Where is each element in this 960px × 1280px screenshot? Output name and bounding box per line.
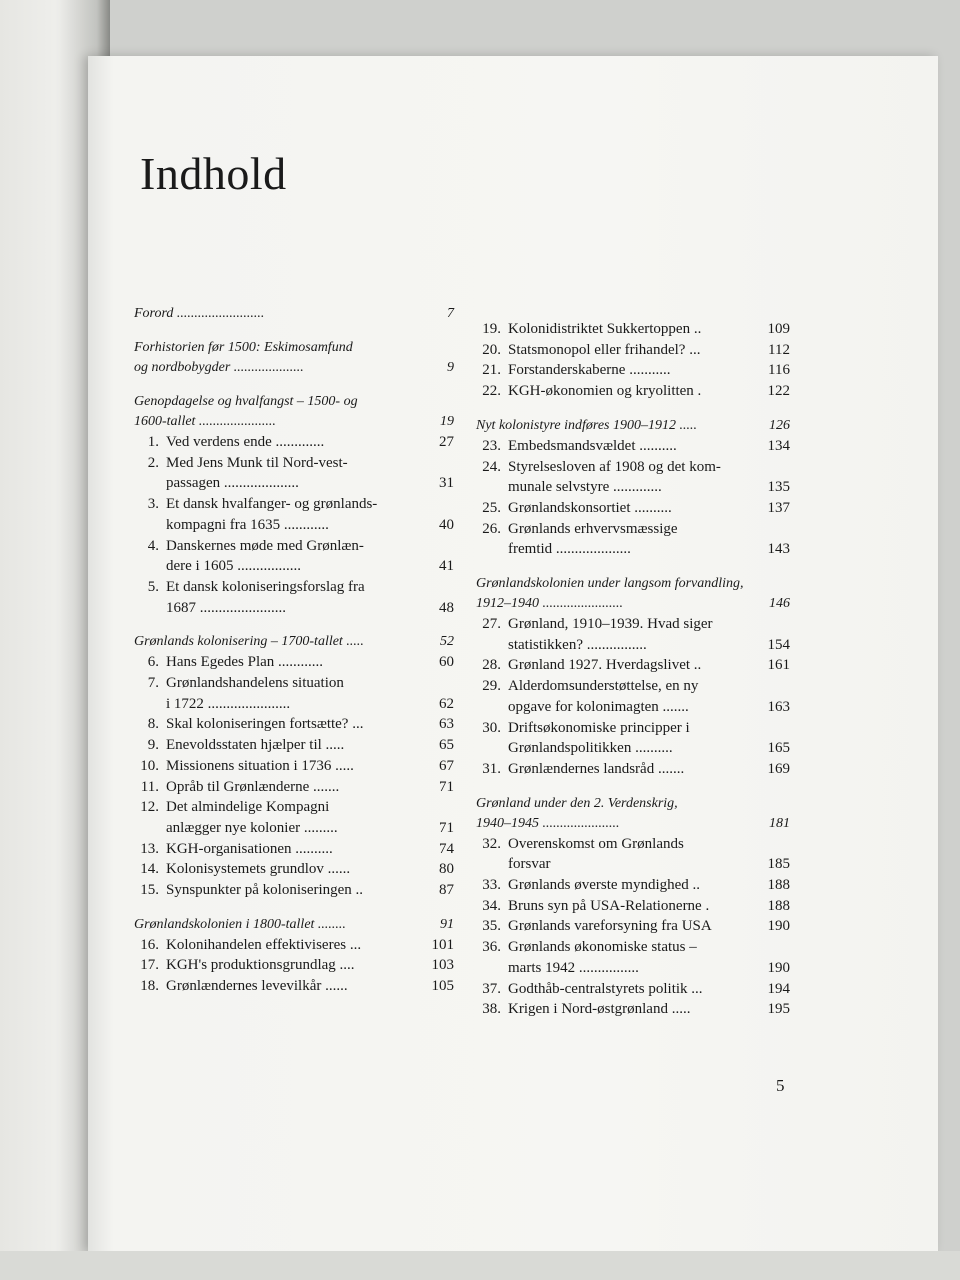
entry-title-line: marts 1942 ................ bbox=[508, 959, 639, 976]
entry-number: 14. bbox=[140, 861, 159, 878]
entry-title bbox=[508, 436, 790, 457]
toc-entry bbox=[134, 935, 454, 956]
entry-title-line: Med Jens Munk til Nord-vest- bbox=[166, 454, 348, 471]
entry-page-number: 62 bbox=[439, 695, 454, 712]
toc-entry bbox=[134, 880, 454, 901]
entry-title-line: Grønlands øverste myndighed .. bbox=[508, 877, 701, 894]
toc-right-column bbox=[476, 319, 790, 1020]
entry-page-number: 122 bbox=[767, 383, 790, 400]
entry-page-number: 135 bbox=[767, 479, 790, 496]
section-heading-line: Grønlands kolonisering – 1700-tallet ..... bbox=[134, 634, 364, 650]
entry-number: 28. bbox=[482, 657, 501, 674]
entry-page-number: 134 bbox=[767, 437, 790, 454]
entry-title-line: Statsmonopol eller frihandel? ... bbox=[508, 341, 701, 358]
section-heading-line: Grønlandskolonien under langsom forvandling, bbox=[476, 576, 744, 592]
entry-title-line: KGH's produktionsgrundlag .... bbox=[166, 957, 355, 974]
toc-entry bbox=[134, 577, 454, 618]
entry-title-line: Grønlandskonsortiet .......... bbox=[508, 499, 672, 516]
entry-title-line: Godthåb-centralstyrets politik ... bbox=[508, 980, 703, 997]
toc-entry bbox=[476, 436, 790, 457]
entry-number: 24. bbox=[482, 458, 501, 475]
entry-title-line: 1687 ....................... bbox=[166, 599, 286, 616]
entry-page-number: 161 bbox=[767, 657, 790, 674]
toc-entry bbox=[476, 519, 790, 560]
entry-number: 27. bbox=[482, 616, 501, 633]
entry-page-number: 195 bbox=[767, 1001, 790, 1018]
entry-title bbox=[166, 577, 454, 618]
toc-entry bbox=[134, 536, 454, 577]
toc-section bbox=[134, 392, 454, 618]
toc-entry bbox=[476, 340, 790, 361]
toc-entry bbox=[134, 839, 454, 860]
entry-title-line: Skal koloniseringen fortsætte? ... bbox=[166, 716, 364, 733]
entry-title bbox=[166, 955, 454, 976]
entry-title bbox=[508, 381, 790, 402]
entry-page-number: 41 bbox=[439, 558, 454, 575]
section-heading-line: 1912–1940 ....................... bbox=[476, 596, 623, 612]
entry-page-number: 103 bbox=[431, 957, 454, 974]
entry-title bbox=[166, 976, 454, 997]
entry-title-line: Grønlændernes levevilkår ...... bbox=[166, 978, 348, 995]
entry-page-number: 194 bbox=[767, 980, 790, 997]
entry-title-line: Missionens situation i 1736 ..... bbox=[166, 757, 354, 774]
toc-entry bbox=[134, 652, 454, 673]
entry-number: 37. bbox=[482, 980, 501, 997]
toc-entry bbox=[134, 714, 454, 735]
entry-title-line: Et dansk koloniseringsforslag fra bbox=[166, 578, 365, 595]
entry-title-line: Kolonihandelen effektiviseres ... bbox=[166, 936, 362, 953]
entry-page-number: 101 bbox=[431, 936, 454, 953]
entry-title-line: Grønland 1927. Hverdagslivet .. bbox=[508, 657, 702, 674]
section-heading-line: Grønland under den 2. Verdenskrig, bbox=[476, 795, 678, 811]
toc-entry bbox=[134, 432, 454, 453]
entry-title bbox=[166, 735, 454, 756]
entry-page-number: 63 bbox=[439, 716, 454, 733]
entry-title bbox=[508, 916, 790, 937]
entry-number: 38. bbox=[482, 1001, 501, 1018]
entry-title-line: Krigen i Nord-østgrønland ..... bbox=[508, 1001, 691, 1018]
toc-entry bbox=[476, 319, 790, 340]
entry-title bbox=[166, 935, 454, 956]
toc-entry bbox=[134, 976, 454, 997]
entry-title-line: dere i 1605 ................. bbox=[166, 558, 301, 575]
entry-title bbox=[508, 519, 790, 560]
entry-number: 23. bbox=[482, 437, 501, 454]
entry-page-number: 190 bbox=[767, 959, 790, 976]
entry-title-line: Overenskomst om Grønlands bbox=[508, 835, 684, 852]
toc-entry bbox=[134, 673, 454, 714]
entry-title bbox=[508, 979, 790, 1000]
entry-page-number: 185 bbox=[767, 856, 790, 873]
entry-title-line: Grønlændernes landsråd ....... bbox=[508, 760, 685, 777]
entry-title-line: Styrelsesloven af 1908 og det kom- bbox=[508, 458, 721, 475]
entry-page-number: 105 bbox=[431, 978, 454, 995]
entry-title-line: Grønlands vareforsyning fra USA bbox=[508, 918, 712, 935]
entry-page-number: 188 bbox=[767, 897, 790, 914]
entry-title bbox=[166, 652, 454, 673]
section-heading bbox=[476, 794, 790, 834]
entry-title-line: KGH-økonomien og kryolitten . bbox=[508, 383, 702, 400]
section-page-number: 91 bbox=[440, 916, 454, 932]
toc-entry bbox=[476, 896, 790, 917]
entry-number: 6. bbox=[147, 654, 159, 671]
section-page-number: 7 bbox=[447, 306, 454, 321]
section-page-number: 126 bbox=[769, 417, 790, 433]
toc-entry bbox=[476, 457, 790, 498]
page-number: 5 bbox=[776, 1076, 785, 1095]
entry-title bbox=[508, 676, 790, 717]
entry-page-number: 27 bbox=[439, 434, 454, 450]
entry-number: 13. bbox=[140, 840, 159, 857]
entry-title-line: Enevoldsstaten hjælper til ..... bbox=[166, 737, 345, 754]
entry-title bbox=[508, 340, 790, 361]
toc-section bbox=[476, 574, 790, 780]
entry-title bbox=[166, 673, 454, 714]
entry-number: 32. bbox=[482, 835, 501, 852]
entry-title-line: Grønlands erhvervsmæssige bbox=[508, 520, 678, 537]
toc-section bbox=[134, 304, 454, 324]
section-heading bbox=[134, 915, 454, 935]
entry-title bbox=[508, 319, 790, 340]
entry-title-line: Bruns syn på USA-Relationerne . bbox=[508, 897, 710, 914]
entry-title-line: Hans Egedes Plan ............ bbox=[166, 654, 324, 671]
entry-title-line: Grønlandshandelens situation bbox=[166, 675, 344, 692]
entry-title bbox=[508, 875, 790, 896]
entry-title-line: Driftsøkonomiske principper i bbox=[508, 719, 690, 736]
entry-title-line: Danskernes møde med Grønlæn- bbox=[166, 537, 364, 554]
entry-page-number: 80 bbox=[439, 861, 454, 878]
toc-entry bbox=[134, 735, 454, 756]
entry-title bbox=[508, 999, 790, 1020]
toc-entry bbox=[476, 614, 790, 655]
toc-section bbox=[476, 794, 790, 1020]
entry-page-number: 109 bbox=[767, 321, 790, 337]
entry-title bbox=[508, 457, 790, 498]
entry-number: 5. bbox=[147, 578, 159, 595]
entry-number: 19. bbox=[482, 321, 501, 337]
entry-number: 2. bbox=[147, 454, 159, 471]
entry-title-line: anlægger nye kolonier ......... bbox=[166, 819, 338, 836]
toc-section bbox=[476, 319, 790, 402]
entry-title bbox=[166, 839, 454, 860]
entry-number: 9. bbox=[147, 737, 159, 754]
entry-title-line: Grønlands økonomiske status – bbox=[508, 939, 697, 956]
entry-number: 11. bbox=[140, 778, 159, 795]
toc-entry bbox=[476, 937, 790, 978]
entry-page-number: 188 bbox=[767, 877, 790, 894]
entry-number: 21. bbox=[482, 362, 501, 379]
entry-page-number: 87 bbox=[439, 882, 454, 899]
entry-title bbox=[508, 718, 790, 759]
toc-entry bbox=[476, 655, 790, 676]
entry-title bbox=[166, 797, 454, 838]
section-heading-line: Genopdagelse og hvalfangst – 1500- og bbox=[134, 394, 358, 409]
entry-title-line: Synspunkter på koloniseringen .. bbox=[166, 882, 364, 899]
entry-title-line: Ved verdens ende ............. bbox=[166, 434, 325, 450]
entry-title bbox=[166, 536, 454, 577]
table-surface bbox=[0, 1251, 960, 1280]
entry-page-number: 163 bbox=[767, 698, 790, 715]
entry-page-number: 116 bbox=[768, 362, 790, 379]
entry-title-line: Alderdomsunderstøttelse, en ny bbox=[508, 678, 699, 695]
entry-title bbox=[508, 937, 790, 978]
toc-entry bbox=[476, 916, 790, 937]
entry-title-line: Opråb til Grønlænderne ....... bbox=[166, 778, 340, 795]
entry-number: 1. bbox=[147, 434, 159, 450]
entry-page-number: 71 bbox=[439, 778, 454, 795]
toc-section bbox=[134, 915, 454, 997]
toc-entry bbox=[476, 718, 790, 759]
toc-entry bbox=[476, 381, 790, 402]
entry-title-line: Et dansk hvalfanger- og grønlands- bbox=[166, 496, 378, 513]
entry-page-number: 48 bbox=[439, 599, 454, 616]
entry-title bbox=[166, 859, 454, 880]
entry-page-number: 71 bbox=[439, 819, 454, 836]
section-heading-line: Forhistorien før 1500: Eskimosamfund bbox=[134, 340, 353, 355]
section-heading bbox=[134, 304, 454, 324]
entry-title-line: Forstanderskaberne ........... bbox=[508, 362, 671, 379]
entry-number: 34. bbox=[482, 897, 501, 914]
section-heading bbox=[476, 416, 790, 436]
section-heading-line: 1600-tallet ...................... bbox=[134, 414, 276, 429]
toc-left-column bbox=[134, 304, 454, 997]
toc-entry bbox=[476, 999, 790, 1020]
toc-entry bbox=[134, 494, 454, 535]
toc-entry bbox=[134, 797, 454, 838]
entry-page-number: 169 bbox=[767, 760, 790, 777]
entry-page-number: 40 bbox=[439, 516, 454, 533]
entry-title-line: i 1722 ...................... bbox=[166, 695, 291, 712]
entry-title-line: Embedsmandsvældet .......... bbox=[508, 437, 677, 454]
entry-title-line: Det almindelige Kompagni bbox=[166, 799, 330, 816]
section-page-number: 9 bbox=[447, 360, 454, 375]
entry-title bbox=[166, 432, 454, 453]
entry-number: 12. bbox=[140, 799, 159, 816]
entry-title-line: Kolonisystemets grundlov ...... bbox=[166, 861, 351, 878]
entry-title-line: kompagni fra 1635 ............ bbox=[166, 516, 329, 533]
toc-entry bbox=[476, 834, 790, 875]
entry-title bbox=[166, 494, 454, 535]
toc-entry bbox=[134, 453, 454, 494]
entry-page-number: 74 bbox=[439, 840, 454, 857]
toc-entry bbox=[134, 777, 454, 798]
entry-number: 36. bbox=[482, 939, 501, 956]
entry-number: 10. bbox=[140, 757, 159, 774]
entry-title bbox=[508, 759, 790, 780]
entry-title bbox=[508, 498, 790, 519]
entry-page-number: 112 bbox=[768, 341, 790, 358]
entry-title bbox=[508, 360, 790, 381]
section-heading bbox=[134, 338, 454, 378]
entry-number: 17. bbox=[140, 957, 159, 974]
entry-title bbox=[166, 880, 454, 901]
entry-number: 16. bbox=[140, 936, 159, 953]
entry-title bbox=[508, 614, 790, 655]
entry-title-line: opgave for kolonimagten ....... bbox=[508, 698, 689, 715]
entry-page-number: 137 bbox=[767, 499, 790, 516]
entry-page-number: 65 bbox=[439, 737, 454, 754]
entry-title-line: munale selvstyre ............. bbox=[508, 479, 662, 496]
entry-title bbox=[166, 756, 454, 777]
toc-section bbox=[476, 416, 790, 560]
entry-page-number: 190 bbox=[767, 918, 790, 935]
toc-entry bbox=[476, 875, 790, 896]
entry-page-number: 60 bbox=[439, 654, 454, 671]
entry-number: 29. bbox=[482, 678, 501, 695]
section-heading-line: 1940–1945 ...................... bbox=[476, 815, 620, 831]
entry-title-line: statistikken? ................ bbox=[508, 636, 647, 653]
entry-title-line: passagen .................... bbox=[166, 475, 299, 492]
entry-title bbox=[166, 714, 454, 735]
entry-number: 31. bbox=[482, 760, 501, 777]
entry-title-line: fremtid .................... bbox=[508, 541, 631, 558]
entry-page-number: 67 bbox=[439, 757, 454, 774]
entry-page-number: 154 bbox=[767, 636, 790, 653]
toc-entry bbox=[134, 756, 454, 777]
page-title: Indhold bbox=[140, 147, 287, 199]
entry-title-line: KGH-organisationen .......... bbox=[166, 840, 333, 857]
toc-entry bbox=[134, 859, 454, 880]
section-heading-line: Nyt kolonistyre indføres 1900–1912 ..... bbox=[476, 417, 697, 433]
toc-entry bbox=[476, 498, 790, 519]
toc-entry bbox=[476, 979, 790, 1000]
entry-number: 8. bbox=[147, 716, 159, 733]
section-page-number: 52 bbox=[440, 634, 454, 650]
section-heading bbox=[134, 632, 454, 652]
entry-number: 26. bbox=[482, 520, 501, 537]
entry-number: 33. bbox=[482, 877, 501, 894]
entry-number: 3. bbox=[147, 496, 159, 513]
entry-number: 20. bbox=[482, 341, 501, 358]
entry-title-line: Grønland, 1910–1939. Hvad siger bbox=[508, 616, 713, 633]
toc-entry bbox=[476, 360, 790, 381]
entry-number: 15. bbox=[140, 882, 159, 899]
entry-page-number: 143 bbox=[767, 541, 790, 558]
section-page-number: 181 bbox=[769, 815, 790, 831]
entry-page-number: 31 bbox=[439, 475, 454, 492]
entry-title bbox=[166, 777, 454, 798]
toc-entry bbox=[476, 759, 790, 780]
entry-title bbox=[166, 453, 454, 494]
section-page-number: 146 bbox=[769, 596, 790, 612]
entry-number: 7. bbox=[147, 675, 159, 692]
entry-title-line: forsvar bbox=[508, 856, 551, 873]
toc-entry bbox=[476, 676, 790, 717]
entry-number: 4. bbox=[147, 537, 159, 554]
section-heading bbox=[134, 392, 454, 432]
section-page-number: 19 bbox=[440, 414, 454, 429]
toc-section bbox=[134, 338, 454, 378]
section-heading-line: Grønlandskolonien i 1800-tallet ........ bbox=[134, 916, 346, 932]
entry-number: 25. bbox=[482, 499, 501, 516]
entry-number: 35. bbox=[482, 918, 501, 935]
entry-title bbox=[508, 655, 790, 676]
entry-number: 22. bbox=[482, 383, 501, 400]
toc-section bbox=[134, 632, 454, 900]
entry-title-line: Grønlandspolitikken .......... bbox=[508, 740, 673, 757]
entry-title-line: Kolonidistriktet Sukkertoppen .. bbox=[508, 321, 702, 337]
section-heading bbox=[476, 574, 790, 614]
section-heading-line: og nordbobygder .................... bbox=[134, 360, 304, 375]
entry-title bbox=[508, 834, 790, 875]
toc-entry bbox=[134, 955, 454, 976]
entry-number: 30. bbox=[482, 719, 501, 736]
entry-page-number: 165 bbox=[767, 740, 790, 757]
entry-number: 18. bbox=[140, 978, 159, 995]
entry-title bbox=[508, 896, 790, 917]
section-heading-line: Forord ......................... bbox=[134, 306, 265, 321]
